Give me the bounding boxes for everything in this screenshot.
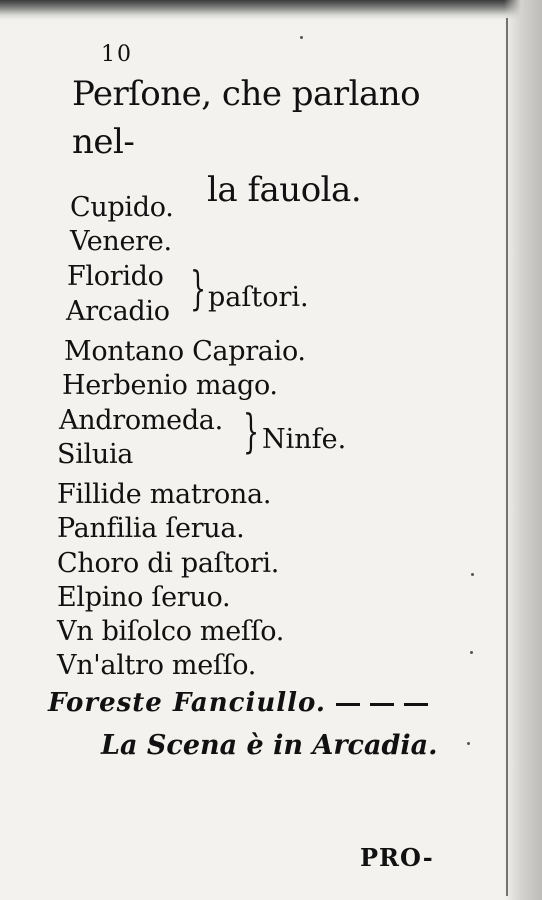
heading-line-2: la fauola. <box>207 170 362 210</box>
page-number: 10 <box>101 42 133 67</box>
book-gutter <box>504 0 542 900</box>
cast-item-elpino: Elpino ſeruo. <box>57 582 231 613</box>
cast-item-arcadio: Arcadio <box>66 296 170 327</box>
group-label-ninfe: Ninfe. <box>262 424 347 455</box>
ninfe-brace: } <box>243 404 260 458</box>
cast-item-panfilia: Panfilia ſerua. <box>57 513 245 544</box>
cast-item-choro: Choro di paſtori. <box>57 548 280 579</box>
cast-item-montano: Montano Capraio. <box>64 336 306 367</box>
gutter-edge-line <box>506 18 508 896</box>
cast-item-herbenio: Herbenio mago. <box>62 370 278 401</box>
ink-speck <box>300 36 303 39</box>
cast-item-andromeda: Andromeda. <box>59 405 223 436</box>
cast-item-cupido: Cupido. <box>70 192 174 223</box>
cast-item-altro-messo: Vn'altro meſſo. <box>57 650 257 681</box>
catchword: PRO- <box>360 843 434 872</box>
cast-item-fillide: Fillide matrona. <box>57 479 272 510</box>
cast-item-florido: Florido <box>67 261 164 292</box>
page-top-shadow <box>0 0 542 20</box>
handwritten-dash <box>370 703 394 706</box>
group-label-pastori: paſtori. <box>208 282 309 313</box>
handwritten-dash <box>404 703 428 706</box>
cast-item-siluia: Siluia <box>57 439 134 470</box>
ink-speck <box>470 651 473 654</box>
cast-item-venere: Venere. <box>70 226 172 257</box>
handwritten-addition <box>48 688 428 718</box>
pastori-brace: } <box>190 261 207 315</box>
cast-item-bifolco: Vn biſolco meſſo. <box>57 616 285 647</box>
handwritten-dash <box>336 703 360 706</box>
ink-speck <box>471 573 474 576</box>
heading-line-1: Perſone, che parlano nel- <box>72 74 421 162</box>
handwritten-addition-text: Foreste Fanciullo. <box>48 688 326 718</box>
scene-note: La Scena è in Arcadia. <box>101 730 438 761</box>
ink-speck <box>467 742 470 745</box>
